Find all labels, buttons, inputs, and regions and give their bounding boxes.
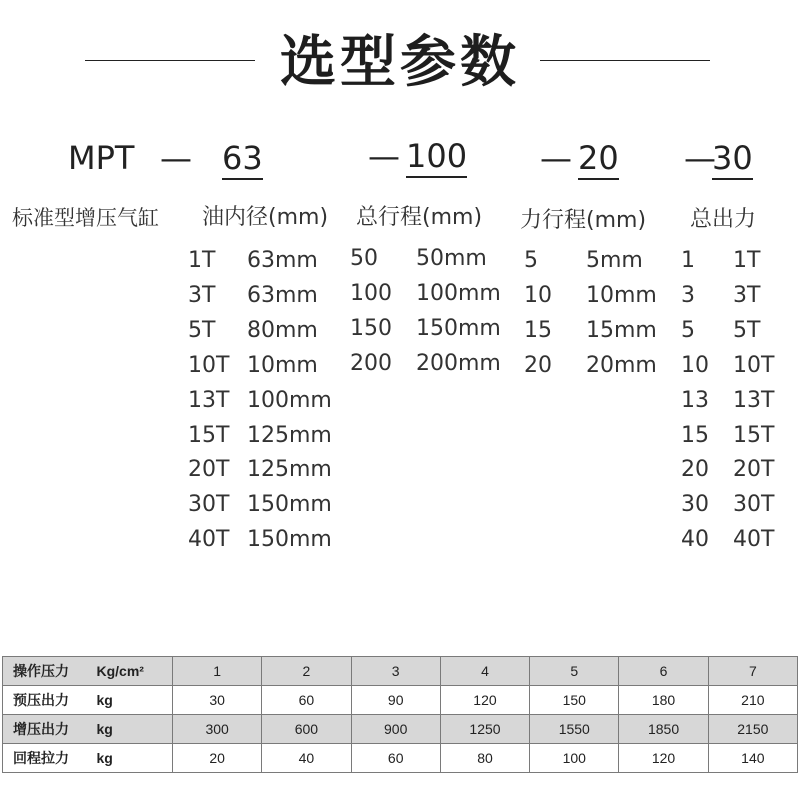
- header-bore: 油内径(mm): [202, 205, 329, 230]
- table-cell: 5: [530, 657, 619, 686]
- output-option-value: 1T: [733, 248, 761, 273]
- table-cell: 100: [530, 744, 619, 773]
- total-stroke-option-code: 150: [350, 315, 392, 341]
- output-option-value: 40T: [733, 527, 775, 553]
- table-cell: 60: [262, 686, 351, 715]
- row-label: 回程拉力: [3, 744, 93, 773]
- table-row: [3, 744, 798, 773]
- row-unit: kg: [93, 744, 173, 773]
- table-cell: 300: [173, 715, 262, 744]
- model-force: [712, 138, 753, 178]
- total-stroke-option-value: 150mm: [416, 315, 501, 341]
- power-stroke-option-value: 20mm: [586, 352, 657, 378]
- power-stroke-option-code: 15: [524, 317, 552, 343]
- output-option-code: 30: [681, 492, 709, 518]
- bore-option-value: 10mm: [247, 352, 318, 378]
- bore-option-value: 80mm: [247, 317, 318, 343]
- table-cell: 2: [262, 657, 351, 686]
- bore-option-code: 3T: [188, 282, 216, 308]
- table-cell: 180: [619, 686, 708, 715]
- table-cell: 210: [708, 686, 797, 715]
- table-row: [3, 715, 798, 744]
- output-option-value: 10T: [733, 352, 775, 378]
- table-cell: 120: [619, 744, 708, 773]
- power-stroke-option-value: 5mm: [586, 248, 643, 273]
- model-dash-3: —: [540, 139, 572, 177]
- output-option-code: 40: [681, 527, 709, 553]
- table-cell: 60: [351, 744, 440, 773]
- table-cell: 1550: [530, 715, 619, 744]
- table-cell: 3: [351, 657, 440, 686]
- table-cell: 20: [173, 744, 262, 773]
- output-option-value: 5T: [733, 317, 761, 343]
- total-stroke-option-code: 200: [350, 350, 392, 376]
- total-stroke-option-value: 100mm: [416, 280, 501, 306]
- bore-option-value: 63mm: [247, 248, 318, 273]
- row-label: 预压出力: [3, 686, 93, 715]
- table-cell: 6: [619, 657, 708, 686]
- power-stroke-option-code: 5: [524, 248, 538, 273]
- output-option-value: 3T: [733, 282, 761, 308]
- power-stroke-option-value: 10mm: [586, 282, 657, 308]
- total-stroke-option-code: 50: [350, 246, 378, 271]
- bore-option-value: 150mm: [247, 492, 332, 518]
- bore-option-code: 10T: [188, 352, 230, 378]
- table-cell: 4: [440, 657, 529, 686]
- total-stroke-option-code: 100: [350, 280, 392, 306]
- model-bore-value: 63: [222, 139, 263, 180]
- table-row: [3, 657, 798, 686]
- table-cell: 1: [173, 657, 262, 686]
- table-cell: 40: [262, 744, 351, 773]
- pressure-output-table: [2, 656, 798, 773]
- row-unit: Kg/cm²: [93, 657, 173, 686]
- table-cell: 900: [351, 715, 440, 744]
- table-cell: 7: [708, 657, 797, 686]
- table-cell: 120: [440, 686, 529, 715]
- model-dash-2: —: [368, 137, 400, 175]
- bore-option-code: 5T: [188, 317, 216, 343]
- header-output: 总出力: [690, 207, 757, 232]
- output-option-value: 30T: [733, 492, 775, 518]
- model-power-stroke-value: 20: [578, 139, 619, 180]
- page-title: 选型参数: [280, 30, 520, 95]
- output-option-code: 10: [681, 352, 709, 378]
- bore-option-code: 30T: [188, 492, 230, 518]
- model-total-stroke-value: 100: [406, 137, 467, 178]
- bore-option-code: 40T: [188, 527, 230, 553]
- model-total-stroke: [406, 136, 467, 176]
- table-cell: 1250: [440, 715, 529, 744]
- bore-option-value: 125mm: [247, 457, 332, 483]
- bore-option-code: 15T: [188, 422, 230, 448]
- row-unit: kg: [93, 686, 173, 715]
- header-power-stroke: 力行程(mm): [520, 208, 647, 233]
- model-prefix: MPT: [68, 139, 135, 177]
- output-option-code: 1: [681, 248, 695, 273]
- table-cell: 2150: [708, 715, 797, 744]
- bore-option-value: 125mm: [247, 422, 332, 448]
- output-option-value: 20T: [733, 457, 775, 483]
- table-cell: 80: [440, 744, 529, 773]
- model-power-stroke: [578, 138, 619, 178]
- bore-option-code: 13T: [188, 387, 230, 413]
- table-cell: 30: [173, 686, 262, 715]
- output-option-code: 3: [681, 282, 695, 308]
- output-option-code: 13: [681, 387, 709, 413]
- power-stroke-option-code: 10: [524, 282, 552, 308]
- model-force-value: 30: [712, 139, 753, 180]
- table-cell: 150: [530, 686, 619, 715]
- bore-option-value: 63mm: [247, 282, 318, 308]
- bore-option-code: 20T: [188, 457, 230, 483]
- power-stroke-option-value: 15mm: [586, 317, 657, 343]
- output-option-code: 5: [681, 317, 695, 343]
- model-dash-1: —: [160, 139, 192, 177]
- table-cell: 90: [351, 686, 440, 715]
- row-unit: kg: [93, 715, 173, 744]
- output-option-code: 20: [681, 457, 709, 483]
- output-option-value: 13T: [733, 387, 775, 413]
- output-option-value: 15T: [733, 422, 775, 448]
- row-label: 操作压力: [3, 657, 93, 686]
- product-name: 标准型增压气缸: [12, 206, 159, 230]
- total-stroke-option-value: 50mm: [416, 246, 487, 271]
- model-bore: [222, 138, 263, 178]
- table-cell: 140: [708, 744, 797, 773]
- total-stroke-option-value: 200mm: [416, 350, 501, 376]
- bore-option-value: 100mm: [247, 387, 332, 413]
- table-row: [3, 686, 798, 715]
- bore-option-value: 150mm: [247, 527, 332, 553]
- bore-option-code: 1T: [188, 248, 216, 273]
- power-stroke-option-code: 20: [524, 352, 552, 378]
- header-total-stroke: 总行程(mm): [356, 205, 483, 230]
- row-label: 增压出力: [3, 715, 93, 744]
- table-cell: 600: [262, 715, 351, 744]
- table-cell: 1850: [619, 715, 708, 744]
- model-dash-4: —: [684, 139, 716, 177]
- output-option-code: 15: [681, 422, 709, 448]
